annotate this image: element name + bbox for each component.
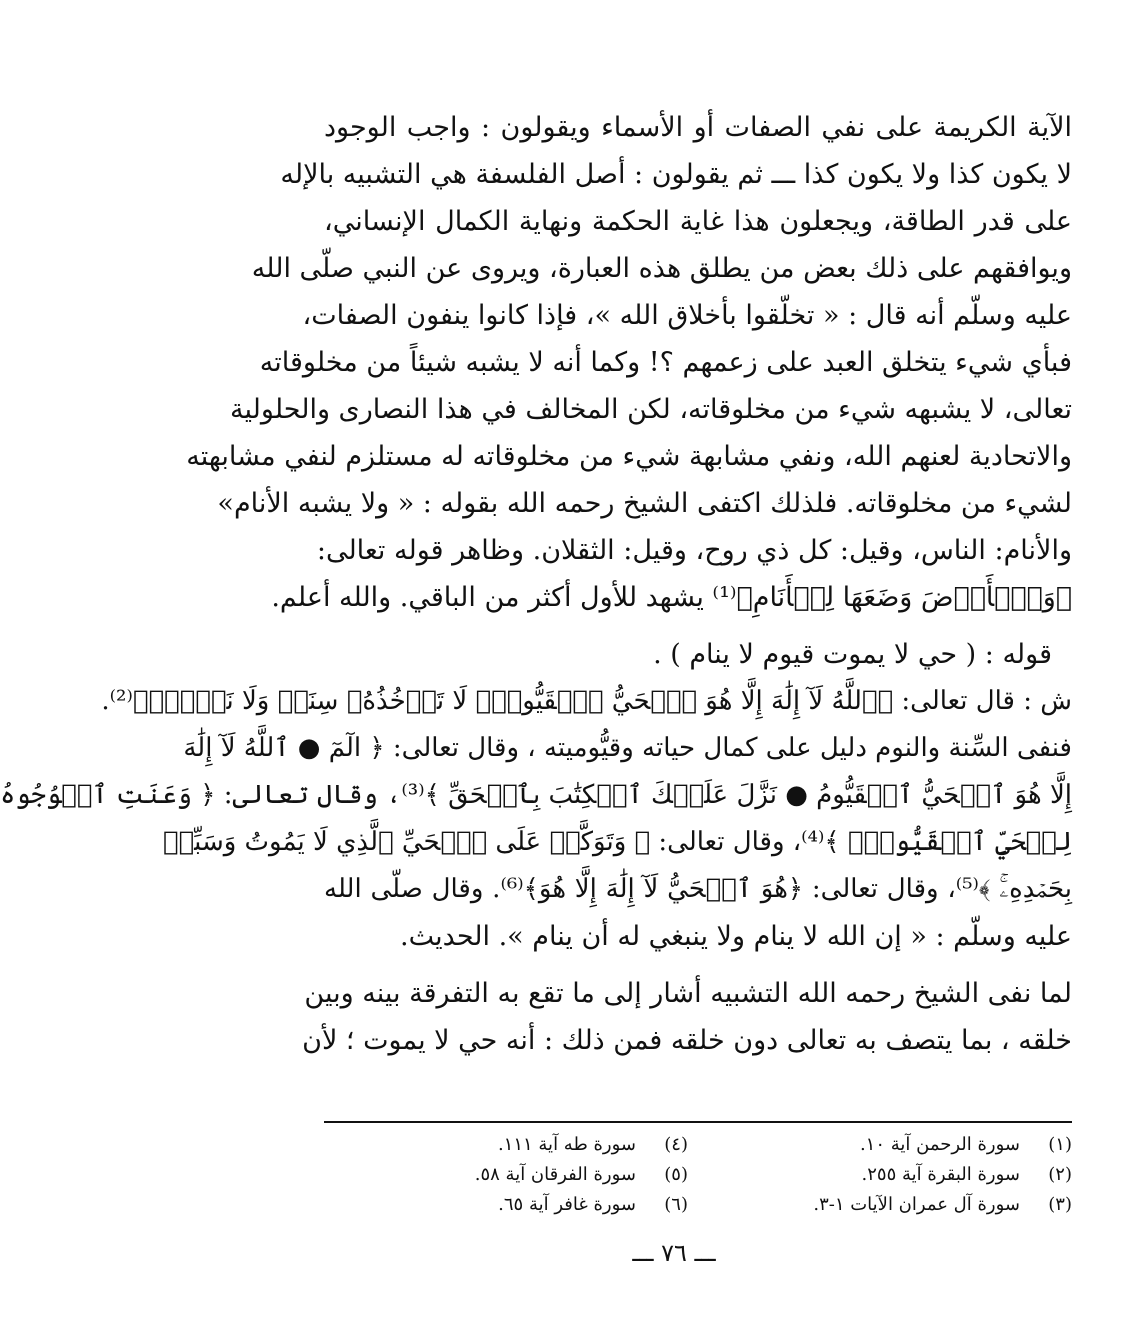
footnote-divider bbox=[324, 1121, 1072, 1123]
text-line: تعالى، لا يشبهه شيء من مخلوقاته، لكن المخالف في هذا النصارى والحلولية bbox=[230, 394, 1072, 425]
text-line: لِلۡحَيِّ ٱلۡقَيُّومِۖ ﴾⁽⁴⁾، وقال تعالى: ﴿ وَتَوَكَّلۡ عَلَى ٱلۡحَيِّ ٱلَّذِي لَا يَمُوتُ وَسَبِّحۡ bbox=[162, 827, 1072, 857]
text-line: ش : قال تعالى: ﴿ٱللَّهُ لَآ إِلَٰهَ إِلَّا هُوَ ٱلۡحَيُّ ٱلۡقَيُّومُۚ لَا تَأۡخُذُهُۥ سِنَةٞ وَلَا نَوۡمٞۚ﴾⁽²⁾. bbox=[101, 686, 1072, 716]
text-line: فبأي شيء يتخلق العبد على زعمهم ؟! وكما أنه لا يشبه شيئاً من مخلوقاته bbox=[259, 347, 1072, 378]
footnote-number: (٦) bbox=[664, 1194, 688, 1215]
text-line: إِلَّا هُوَ ٱلۡحَيُّ ٱلۡقَيُّومُ ● نَزَّلَ عَلَيۡكَ ٱلۡكِتَٰبَ بِٱلۡحَقِّ ﴾⁽³⁾، وقال تعالى: ﴿ وَعَنَتِ ٱلۡوُجُوهُ bbox=[0, 780, 1072, 810]
footnote-text: سورة الرحمن آية ١٠. bbox=[859, 1134, 1020, 1155]
text-line: فنفى السِّنة والنوم دليل على كمال حياته وقيُّوميته ، وقال تعالى: ﴿ الٓمٓ ● ٱللَّهُ لَآ إِلَٰهَ bbox=[183, 733, 1072, 763]
footnote-text: سورة آل عمران الآيات ١-٣. bbox=[813, 1194, 1020, 1215]
footnote-number: (٤) bbox=[664, 1134, 688, 1155]
text-line: عليه وسلّم أنه قال : « تخلّقوا بأخلاق الله »، فإذا كانوا ينفون الصفات، bbox=[302, 300, 1072, 331]
footnote-item bbox=[324, 1160, 688, 1190]
footnote-text: سورة البقرة آية ٢٥٥. bbox=[861, 1164, 1020, 1185]
text-line: عليه وسلّم : « إن الله لا ينام ولا ينبغي له أن ينام ». الحديث. bbox=[400, 921, 1072, 952]
text-line: خلقه ، بما يتصف به تعالى دون خلقه فمن ذلك : أنه حي لا يموت ؛ لأن bbox=[302, 1025, 1072, 1056]
footnote-number: (٣) bbox=[1048, 1194, 1072, 1215]
text-line: والأنام: الناس، وقيل: كل ذي روح، وقيل: الثقلان. وظاهر قوله تعالى: bbox=[316, 535, 1072, 566]
paragraph-commentary bbox=[0, 678, 1072, 960]
footnote-item bbox=[708, 1130, 1072, 1160]
text-line: على قدر الطاقة، ويجعلون هذا غاية الحكمة ونهاية الكمال الإنساني، bbox=[324, 206, 1072, 237]
footnote-text: سورة غافر آية ٦٥. bbox=[498, 1194, 636, 1215]
footnote-number: (٥) bbox=[664, 1164, 688, 1185]
paragraph-1 bbox=[186, 104, 1072, 621]
footnote-number: (٢) bbox=[1048, 1164, 1072, 1185]
text-line: الآية الكريمة على نفي الصفات أو الأسماء ويقولون : واجب الوجود bbox=[324, 112, 1072, 143]
footnote-number: (١) bbox=[1048, 1134, 1072, 1155]
text-line: ويوافقهم على ذلك بعض من يطلق هذه العبارة، ويروى عن النبي صلّى الله bbox=[251, 253, 1072, 284]
text-line: لشيء من مخلوقاته. فلذلك اكتفى الشيخ رحمه الله بقوله : « ولا يشبه الأنام» bbox=[217, 488, 1072, 519]
paragraph-4 bbox=[302, 970, 1072, 1064]
paragraph-quote-heading bbox=[324, 631, 1072, 678]
footnote-item bbox=[324, 1190, 688, 1220]
page-number: ـــ ٧٦ ـــ bbox=[632, 1239, 716, 1267]
text-line: بِحَمۡدِهِۦۚ ﴾⁽⁵⁾، وقال تعالى: ﴿هُوَ ٱلۡحَيُّ لَآ إِلَٰهَ إِلَّا هُوَ﴾⁽⁶⁾. وقال صلّى الله bbox=[324, 874, 1072, 904]
footnote-item bbox=[324, 1130, 688, 1160]
text-line: قوله : ( حي لا يموت قيوم لا ينام ) . bbox=[653, 639, 1052, 670]
footnote-text: سورة الفرقان آية ٥٨. bbox=[474, 1164, 636, 1185]
text-line: لما نفى الشيخ رحمه الله التشبيه أشار إلى ما تقع به التفرقة بينه وبين bbox=[304, 978, 1072, 1009]
text-line: والاتحادية لعنهم الله، ونفي مشابهة شيء من مخلوقاته له مستلزم لنفي مشابهته bbox=[186, 441, 1072, 472]
footnote-item bbox=[708, 1190, 1072, 1220]
footnote-text: سورة طه آية ١١١. bbox=[497, 1134, 636, 1155]
text-line: لا يكون كذا ولا يكون كذا ـــ ثم يقولون : أصل الفلسفة هي التشبيه بالإله bbox=[280, 159, 1072, 190]
footnote-item bbox=[708, 1160, 1072, 1190]
page-body bbox=[0, 104, 1072, 1064]
text-line: ﴿وَٱلۡأَرۡضَ وَضَعَهَا لِلۡأَنَامِ﴾⁽¹⁾ يشهد للأول أكثر من الباقي. والله أعلم. bbox=[271, 582, 1072, 613]
footnotes bbox=[324, 1130, 1072, 1220]
